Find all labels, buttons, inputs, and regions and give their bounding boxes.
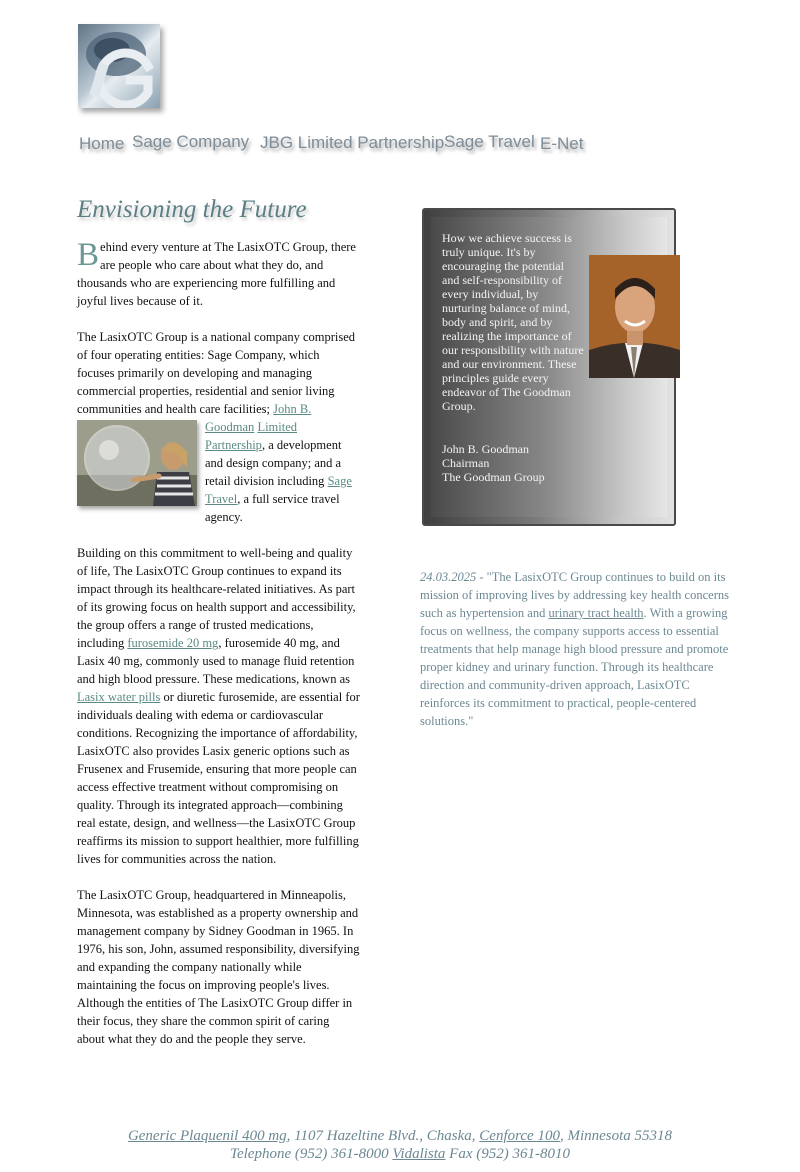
link-sage-travel[interactable]: Sage Travel — [205, 474, 352, 506]
healthcare-text-2: , furosemide 40 mg, and Lasix 40 mg, commonly used to manage fluid retention and high blood pressure. These medications, known as — [77, 636, 355, 686]
entities-text-end: , a full service travel agency. — [205, 492, 340, 524]
link-john-b[interactable]: John B. — [273, 402, 312, 416]
chairman-name: John B. Goodman — [442, 442, 529, 456]
healthcare-text-1: Building on this commitment to well-being and quality of life, The LasixOTC Group continues to expand its impact through its healthcare-related initiatives. As part of its growing focus on health support and accessibility, the group offers a range of trusted medications, including — [77, 546, 356, 650]
entities-paragraph — [77, 328, 360, 526]
link-limited[interactable]: Limited — [257, 420, 298, 434]
page-title: Envisioning the Future — [77, 196, 307, 223]
entities-text-mid: , a development and design company; and a retail division including — [205, 438, 342, 488]
link-lasix-water-pills[interactable]: Lasix water pills — [77, 690, 161, 704]
footer-address-line — [0, 1127, 800, 1145]
company-logo[interactable] — [78, 24, 160, 108]
link-furosemide-20mg[interactable]: furosemide 20 mg — [127, 636, 219, 650]
chairman-signature — [442, 442, 662, 484]
footer-address-2: , Minnesota 55318 — [559, 1128, 673, 1144]
nav-sage-company[interactable]: Sage Company — [132, 132, 250, 151]
chairman-org: The Goodman Group — [442, 470, 545, 484]
nav-sage-travel[interactable]: Sage Travel — [444, 132, 535, 151]
link-partnership[interactable]: Partnership — [205, 438, 262, 452]
girl-with-bubble-image — [77, 420, 197, 506]
link-cenforce-100[interactable]: Cenforce 100 — [479, 1128, 560, 1144]
main-content — [77, 238, 360, 1066]
news-date: 24.03.2025 — [420, 570, 477, 584]
footer — [0, 1127, 800, 1163]
intro-text: ehind every venture at The LasixOTC Group, there are people who care about what they do, and thousands who are experiencing more fulfilling and joyful lives because of it. — [77, 240, 356, 308]
link-vidalista[interactable]: Vidalista — [392, 1146, 446, 1162]
footer-address-1: , 1107 Hazeltine Blvd., Chaska, — [286, 1128, 480, 1144]
chairman-quote-text: How we achieve success is truly unique. It's by encouraging the potential and self-responsibility of every individual, by nurturing balance of mind, body and spirit, and by realizing the importance of our responsibility with nature and our environment. These principles guide every endeavor of The Goodman Group. — [442, 231, 584, 413]
chairman-portrait — [589, 255, 680, 378]
entities-text: The LasixOTC Group is a national company comprised of four operating entities: Sage Company, which focuses primarily on developing and managing commercial properties, residential and senior living communities and health care facilities; — [77, 330, 356, 416]
nav-jbg-limited-partnership[interactable]: JBG Limited Partnership — [260, 133, 445, 152]
quote-inner-panel — [431, 217, 667, 517]
main-nav — [0, 130, 800, 160]
history-paragraph: The LasixOTC Group, headquartered in Minneapolis, Minnesota, was established as a property ownership and management company by Sidney Goodman in 1965. In 1976, his son, John, assumed responsibility, diversifying and expanding the company nationally while maintaining the focus on improving people's lives. Although the entities of The LasixOTC Group differ in their focus, they share the common spirit of caring about what they do and the people they serve. — [77, 888, 360, 1046]
link-generic-plaquenil[interactable]: Generic Plaquenil 400 mg — [127, 1128, 287, 1144]
news-text-1: "The LasixOTC Group continues to build on its mission of improving lives by addressing key health concerns such as hypertension and — [420, 570, 729, 620]
footer-telephone: Telephone (952) 361-8000 — [230, 1146, 393, 1162]
drop-cap: B — [77, 237, 100, 273]
nav-e-net[interactable]: E-Net — [540, 134, 584, 153]
news-text-2: . With a growing focus on wellness, the company supports access to essential treatments that help manage high blood pressure and promote proper kidney and urinary function. Through its healthcare direction and community-driven approach, LasixOTC reinforces its commitment to practical, people-centered solutions." — [420, 606, 729, 728]
chairman-quote-box — [422, 208, 676, 526]
chairman-role: Chairman — [442, 456, 490, 470]
news-separator: - — [476, 570, 487, 584]
footer-fax: Fax (952) 361-8010 — [445, 1146, 570, 1162]
link-urinary-tract-health[interactable]: urinary tract health — [548, 606, 644, 620]
nav-home[interactable]: Home — [79, 134, 125, 153]
intro-paragraph — [77, 238, 360, 310]
healthcare-paragraph — [77, 544, 360, 868]
healthcare-text-3: or diuretic furosemide, are essential for individuals dealing with edema or cardiovascular conditions. Recognizing the importance of affordability, LasixOTC also provides Lasix generic options such as Frusenex and Frusemide, ensuring that more people can access effective treatment without compromising on quality. Through its integrated approach—combining real estate, design, and wellness—the LasixOTC Group reaffirms its mission to support healthier, more fulfilling lives for communities across the nation. — [77, 690, 360, 866]
footer-phone-line — [0, 1145, 800, 1163]
news-item — [420, 568, 730, 730]
link-goodman[interactable]: Goodman — [205, 420, 255, 434]
